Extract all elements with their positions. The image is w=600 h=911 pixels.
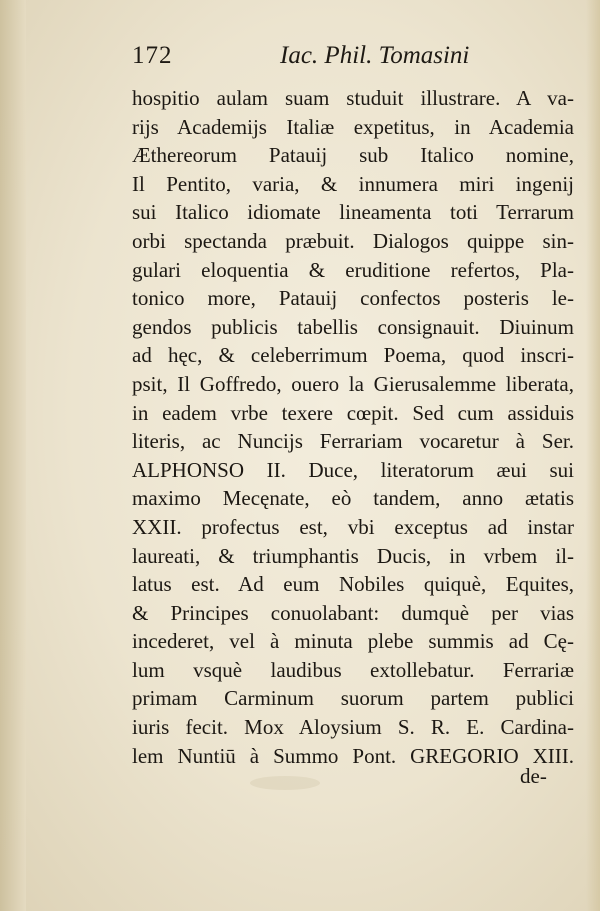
text-line: ALPHONSO II. Duce, literatorum æui sui: [132, 457, 574, 482]
text-line: ad hęc, & celeberrimum Poema, quod inscri-: [132, 343, 574, 368]
text-line: XXII. profectus est, vbi exceptus ad instar: [132, 514, 574, 539]
text-line: gulari eloquentia & eruditione refertos, Pla-: [132, 257, 574, 282]
text-line: primam Carminum suorum partem publici: [132, 686, 574, 711]
page-gutter-shadow: [0, 0, 26, 911]
text-line: maximo Mecęnate, eò tandem, anno ætatis: [132, 486, 574, 511]
text-line: tonico more, Patauij confectos posteris le-: [132, 286, 574, 311]
text-line: in eadem vrbe texere cœpit. Sed cum assiduis: [132, 400, 574, 425]
text-line: iuris fecit. Mox Aloysium S. R. E. Cardina-: [132, 715, 574, 740]
catchword: de-: [520, 764, 547, 788]
text-line: laureati, & triumphantis Ducis, in vrbem il-: [132, 543, 574, 568]
text-line: lem Nuntiū à Summo Pont. GREGORIO XIII.: [132, 743, 574, 768]
text-line: gendos publicis tabellis consignauit. Diuinum: [132, 314, 574, 339]
page-header: [132, 42, 570, 76]
text-line: orbi spectanda præbuit. Dialogos quippe sin-: [132, 228, 574, 253]
text-line: literis, ac Nuncijs Ferrariam vocaretur à Ser.: [132, 429, 574, 454]
text-line: hospitio aulam suam studuit illustrare. A va-: [132, 86, 574, 110]
text-line: sui Italico idiomate lineamenta toti Terrarum: [132, 200, 574, 225]
text-line: Æthereorum Patauij sub Italico nomine,: [132, 143, 574, 168]
running-head: Iac. Phil. Tomasini: [280, 42, 470, 69]
paper-stain: [250, 776, 320, 790]
page-edge-shadow: [586, 0, 600, 911]
text-line: Il Pentito, varia, & innumera miri ingenij: [132, 171, 574, 196]
body-text: [132, 84, 574, 770]
text-line: & Principes conuolabant: dumquè per vias: [132, 600, 574, 625]
page-number: 172: [132, 42, 173, 69]
text-line: rijs Academijs Italiæ expetitus, in Academia: [132, 114, 574, 139]
text-line: latus est. Ad eum Nobiles quiquè, Equites,: [132, 572, 574, 597]
text-line: lum vsquè laudibus extollebatur. Ferrariæ: [132, 657, 574, 682]
text-line: incederet, vel à minuta plebe summis ad Cę-: [132, 629, 574, 654]
text-line: psit, Il Goffredo, ouero la Gierusalemme liberata,: [132, 371, 574, 396]
